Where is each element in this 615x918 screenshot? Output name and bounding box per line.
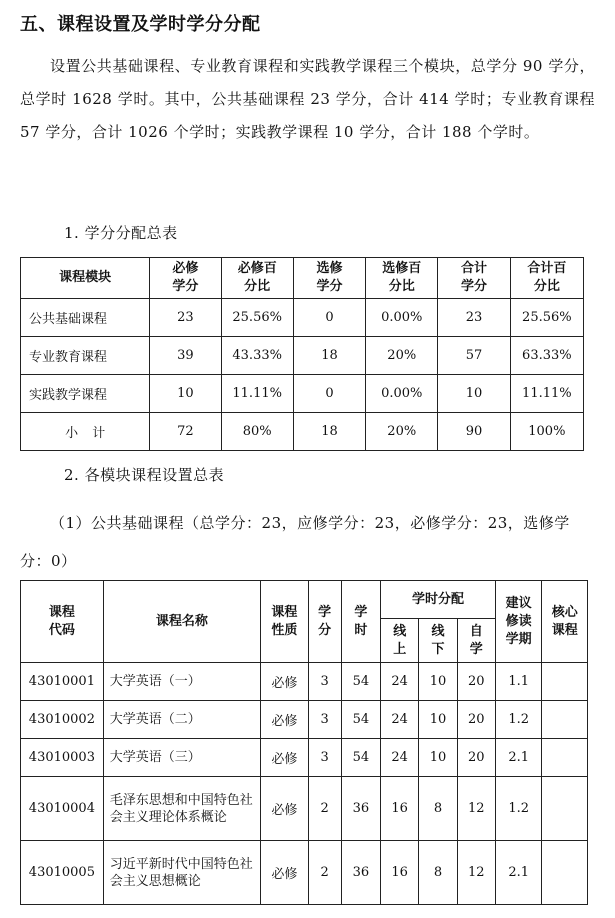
course-table	[20, 580, 588, 905]
table-cell: 10	[419, 739, 457, 777]
table-cell: 54	[341, 739, 380, 777]
header-core-course: 核心课程	[542, 581, 588, 663]
table-header-row	[21, 258, 584, 299]
header-hours: 学时	[341, 581, 380, 663]
table-cell: 2	[308, 841, 341, 905]
table-cell: 24	[381, 739, 419, 777]
table-cell: 80%	[221, 413, 293, 451]
table-cell	[542, 841, 588, 905]
table-row	[21, 841, 588, 905]
header-elective-credit: 选修学分	[293, 258, 365, 299]
header-course-name: 课程名称	[103, 581, 260, 663]
table-cell: 0.00%	[366, 299, 438, 337]
course-code-cell: 43010005	[21, 841, 104, 905]
table-cell	[542, 777, 588, 841]
table-cell: 16	[381, 777, 419, 841]
table-cell: 23	[438, 299, 510, 337]
table-row	[21, 299, 584, 337]
table-cell: 必修	[261, 701, 309, 739]
table-cell: 36	[341, 841, 380, 905]
section-heading: 五、课程设置及学时学分分配	[20, 14, 261, 35]
header-course-code: 课程代码	[21, 581, 104, 663]
header-self-study: 自学	[457, 619, 495, 663]
table-cell: 20	[457, 701, 495, 739]
table-cell: 12	[457, 777, 495, 841]
table-cell: 1.1	[495, 663, 542, 701]
table-cell: 20%	[366, 413, 438, 451]
table-cell: 8	[419, 841, 457, 905]
course-name-cell: 大学英语（一）	[103, 663, 260, 701]
table-row	[21, 375, 584, 413]
table-cell: 11.11%	[510, 375, 583, 413]
table-cell: 25.56%	[510, 299, 583, 337]
table-cell: 必修	[261, 739, 309, 777]
table-cell: 实践教学课程	[21, 375, 150, 413]
table-row	[21, 701, 588, 739]
course-name-cell: 毛泽东思想和中国特色社会主义理论体系概论	[103, 777, 260, 841]
table-cell: 0	[293, 299, 365, 337]
table-row	[21, 739, 588, 777]
table-cell: 必修	[261, 841, 309, 905]
table-cell: 2	[308, 777, 341, 841]
table-row	[21, 777, 588, 841]
subtotal-row	[21, 413, 584, 451]
intro-paragraph: 设置公共基础课程、专业教育课程和实践教学课程三个模块，总学分 90 学分，总学时 1628 学时。其中，公共基础课程 23 学分，合计 414 学时；专业教育课程 57 学分，合计 1026 个学时；实践教学课程 10 学分，合计 188 个学时。	[20, 57, 595, 141]
table-cell: 18	[293, 337, 365, 375]
table-cell: 公共基础课程	[21, 299, 150, 337]
table-cell: 1.2	[495, 777, 542, 841]
table-cell: 24	[381, 663, 419, 701]
table-cell: 72	[150, 413, 221, 451]
summary-table-caption: 1. 学分分配总表	[64, 224, 178, 242]
table-cell: 63.33%	[510, 337, 583, 375]
header-hours-distribution: 学时分配	[381, 581, 496, 619]
course-name-cell: 大学英语（三）	[103, 739, 260, 777]
table-cell: 43.33%	[221, 337, 293, 375]
table-cell: 0	[293, 375, 365, 413]
table-cell: 3	[308, 663, 341, 701]
table-cell: 3	[308, 739, 341, 777]
header-online: 线上	[381, 619, 419, 663]
table-cell	[542, 739, 588, 777]
header-elective-percent: 选修百分比	[366, 258, 438, 299]
table-cell: 专业教育课程	[21, 337, 150, 375]
table-cell: 1.2	[495, 701, 542, 739]
table-cell: 0.00%	[366, 375, 438, 413]
course-name-cell: 习近平新时代中国特色社会主义思想概论	[103, 841, 260, 905]
header-required-percent: 必修百分比	[221, 258, 293, 299]
table-cell: 25.56%	[221, 299, 293, 337]
table-cell	[542, 663, 588, 701]
table-cell: 10	[419, 701, 457, 739]
header-offline: 线下	[419, 619, 457, 663]
table-cell: 18	[293, 413, 365, 451]
table-cell: 必修	[261, 777, 309, 841]
table-row	[21, 663, 588, 701]
course-code-cell: 43010002	[21, 701, 104, 739]
table-cell: 90	[438, 413, 510, 451]
course-code-cell: 43010001	[21, 663, 104, 701]
table-cell: 2.1	[495, 739, 542, 777]
header-total-credit: 合计学分	[438, 258, 510, 299]
table-cell: 16	[381, 841, 419, 905]
header-required-credit: 必修学分	[150, 258, 221, 299]
table-cell: 20%	[366, 337, 438, 375]
table-cell: 必修	[261, 663, 309, 701]
table-cell: 12	[457, 841, 495, 905]
header-course-nature: 课程性质	[261, 581, 309, 663]
credit-summary-table	[20, 257, 584, 451]
table-cell: 57	[438, 337, 510, 375]
table-cell: 39	[150, 337, 221, 375]
table-cell: 3	[308, 701, 341, 739]
table-cell: 20	[457, 739, 495, 777]
header-total-percent: 合计百分比	[510, 258, 583, 299]
header-suggested-term: 建议修读学期	[495, 581, 542, 663]
table-cell: 8	[419, 777, 457, 841]
course-code-cell: 43010004	[21, 777, 104, 841]
header-module: 课程模块	[21, 258, 150, 299]
table-cell: 24	[381, 701, 419, 739]
course-name-cell: 大学英语（二）	[103, 701, 260, 739]
table-cell	[542, 701, 588, 739]
table-cell: 23	[150, 299, 221, 337]
table-row	[21, 337, 584, 375]
table-cell: 11.11%	[221, 375, 293, 413]
subsection-paragraph: （1）公共基础课程（总学分：23，应修学分：23，必修学分：23，选修学分：0）	[20, 514, 570, 570]
course-code-cell: 43010003	[21, 739, 104, 777]
header-credit: 学分	[308, 581, 341, 663]
table-cell: 2.1	[495, 841, 542, 905]
table-cell: 100%	[510, 413, 583, 451]
table-cell: 36	[341, 777, 380, 841]
table-cell: 54	[341, 701, 380, 739]
table-cell: 54	[341, 663, 380, 701]
table-cell: 10	[438, 375, 510, 413]
table-cell: 20	[457, 663, 495, 701]
table-cell: 10	[419, 663, 457, 701]
course-table-caption: 2. 各模块课程设置总表	[64, 466, 225, 484]
table-cell: 小 计	[21, 413, 150, 451]
table-cell: 10	[150, 375, 221, 413]
table-header-row	[21, 581, 588, 619]
